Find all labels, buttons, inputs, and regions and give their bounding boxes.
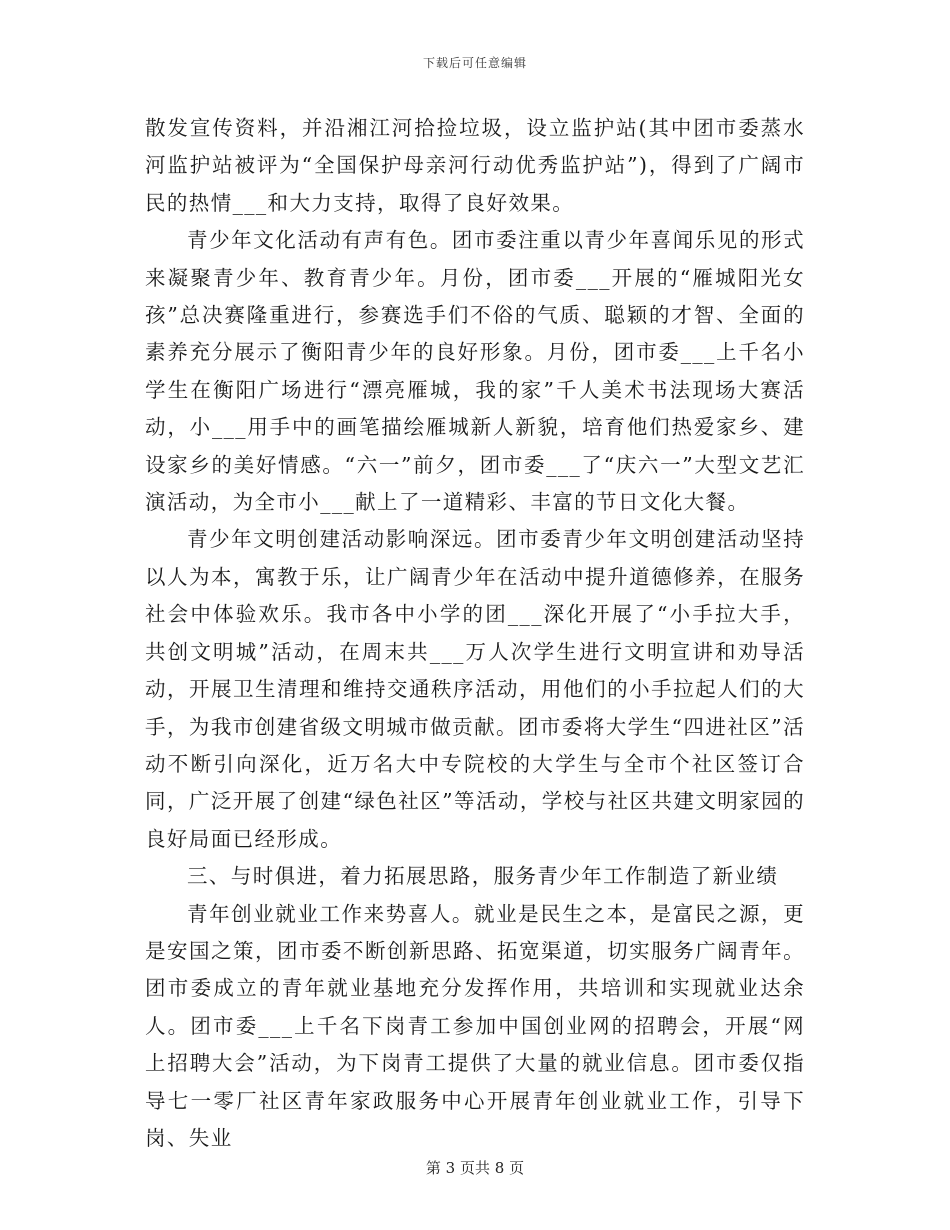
paragraph-4: 青年创业就业工作来势喜人。就业是民生之本，是富民之源，更是安国之策，团市委不断创新思路、拓宽渠道，切实服务广阔青年。团市委成立的青年就业基地充分发挥作用，共培训和实现就业达余人。团市委___上千名下岗青工参加中国创业网的招聘会，开展“网上招聘大会”活动，为下岗青工提供了大量的就业信息。团市委仅指导七一零厂社区青年家政服务中心开展青年创业就业工作，引导下岗、失业: [145, 901, 805, 1150]
section-heading: 三、与时俱进，着力拓展思路，服务青少年工作制造了新业绩: [187, 864, 779, 889]
paragraph-2: 青少年文化活动有声有色。团市委注重以青少年喜闻乐见的形式来凝聚青少年、教育青少年。月份，团市委___开展的“雁城阳光女孩”总决赛隆重进行，参赛选手们不俗的气质、聪颖的才智、全面的素养充分展示了衡阳青少年的良好形象。月份，团市委___上千名小学生在衡阳广场进行“漂亮雁城，我的家”千人美术书法现场大赛活动，小___用手中的画笔描绘雁城新人新貌，培育他们热爱家乡、建设家乡的美好情感。“六一”前夕，团市委___了“庆六一”大型文艺汇演活动，为全市小___献上了一道精彩、丰富的节日文化大餐。: [145, 228, 805, 515]
paragraph-3: 青少年文明创建活动影响深远。团市委青少年文明创建活动坚持以人为本，寓教于乐，让广阔青少年在活动中提升道德修养，在服务社会中体验欢乐。我市各中小学的团___深化开展了“小手拉大手，共创文明城”活动，在周末共___万人次学生进行文明宣讲和劝导活动，开展卫生清理和维持交通秩序活动，用他们的小手拉起人们的大手，为我市创建省级文明城市做贡献。团市委将大学生“四进社区”活动不断引向深化，近万名大中专院校的大学生与全市个社区签订合同，广泛开展了创建“绿色社区”等活动，学校与社区共建文明家园的良好局面已经形成。: [145, 527, 805, 851]
page-header: 下载后可任意编辑: [422, 56, 527, 70]
page-footer: 第 3 页共 8 页: [425, 1159, 525, 1177]
paragraph-1: 散发宣传资料，并沿湘江河拾捡垃圾，设立监护站(其中团市委蒸水河监护站被评为“全国保护母亲河行动优秀监护站”)，得到了广阔市民的热情___和大力支持，取得了良好效果。: [145, 116, 805, 215]
document-body: [145, 110, 805, 1157]
